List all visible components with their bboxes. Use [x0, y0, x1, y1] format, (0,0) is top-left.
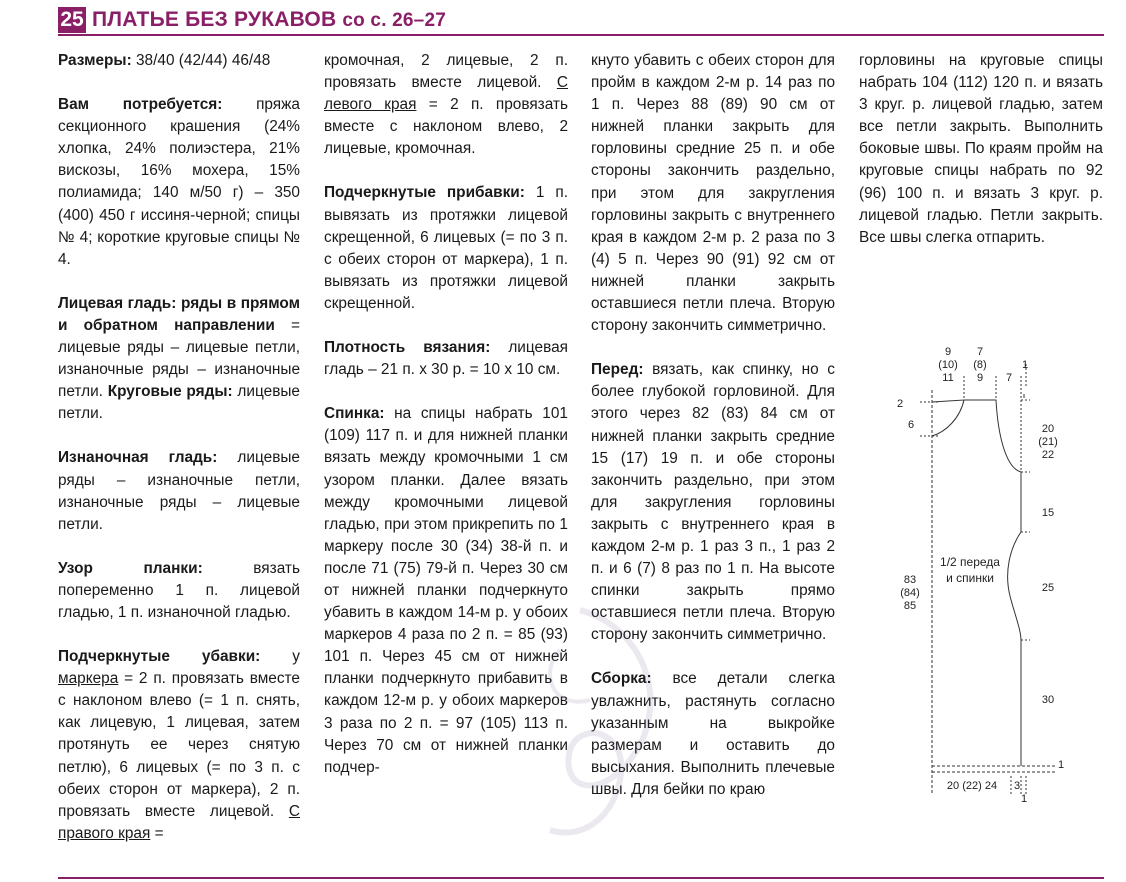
dim-left-2: 2: [896, 398, 904, 410]
dim-right-15: 15: [1041, 507, 1055, 519]
page-reference: со с. 26–27: [342, 10, 446, 31]
dim-top-9: 9: [944, 346, 952, 358]
pattern-number: 25: [58, 7, 86, 33]
pattern-title: ПЛАТЬЕ БЕЗ РУКАВОВ со с. 26–27: [92, 8, 446, 31]
dim-bottom-3: 3: [1013, 780, 1021, 792]
dim-top-10: (10): [938, 359, 958, 371]
dim-right-21: (21): [1038, 436, 1058, 448]
page-header: [58, 6, 446, 34]
text-column-4: горловины на круговые спицы набрать 104 (112) 120 п. и вязать 3 круг. р. лицевой гладью, затем все петли закрыть. Выполнить боковые швы. По краям пройм на круговые спицы набрать по 92 (96) 100 п. и вязать 3 круг. р. лицевой гладью. Петли закрыть. Все швы слегка отпарить.: [859, 52, 1103, 246]
dim-right-1: 1: [1057, 759, 1065, 771]
dim-bottom-width: 20 (22) 24: [946, 780, 998, 792]
text-column-1: Размеры: 38/40 (42/44) 46/48 Вам потребуется: пряжа секционного крашения (24% хлопка, 24% полиэстера, 21% вискозы, 16% мохера, 15% полиамида; 140 м/50 г) – 350 (400) 450 г иссиня-черной; спицы № 4; короткие круговые спицы № 4. Лицевая гладь: ряды в прямом и обратном направлении = лицевые ряды – лицевые петли, изнаночные ряды – изнаночные петли. Круговые ряды: лицевые петли. Изнаночная гладь: лицевые ряды – изнаночные петли, изнаночные ряды – лицевые петли. Узор планки: вязать попеременно 1 п. лицевой гладью, 1 п. изнаночной гладью. Подчеркнутые убавки: у маркера = 2 п. провязать вместе с наклоном влево (= 1 п. снять, как лицевую, 1 лицевая, затем протянуть ее через снятую петлю), 6 лицевых (= по 3 п. с обеих сторон от маркера), 2 п. провязать вместе лицевой. С правого края =: [58, 52, 300, 842]
dim-left-84: (84): [900, 587, 920, 599]
header-divider: [58, 34, 1104, 36]
dim-right-22: 22: [1041, 449, 1055, 461]
dim-top-11: 11: [942, 372, 954, 384]
watermark-swirl-icon: [520, 590, 720, 860]
dim-top-9b: 9: [976, 372, 984, 384]
pattern-schematic: [880, 340, 1080, 810]
dim-top-8: (8): [973, 359, 987, 371]
dim-top-7a: 7: [976, 346, 984, 358]
text-column-3: кнуто убавить с обеих сторон для пройм в каждом 2-м р. 14 раз по 1 п. Через 88 (89) 90 см от нижней планки закрыть для горловины средние 25 п. и обе стороны закончить раздельно, при этом для закругления горловины закрыть с внутреннего края в каждом 2-м р. 2 раза по 3 (4) 5 п. Через 90 (91) 92 см от нижней планки закрыть оставшиеся петли плеча. Вторую сторону закончить симметрично. Перед: вязать, как спинку, но с более глубокой горловиной. Для этого через 82 (83) 84 см от нижней планки закрыть средние 15 (17) 19 п. и обе стороны закончить раздельно, при этом для закругления горловины закрыть с внутреннего края в каждом 2-м р. 1 раз 3 п., 1 раз 2 п. и 6 (7) 8 раз по 1 п. На высоте спинки закрыть прямо оставшиеся петли плеча. Вторую сторону закончить симметрично. Сборка: все детали слегка увлажнить, растянуть согласно указанным на выкройке размерам и оставить до высыхания. Выполнить плечевые швы. Для бейки по краю: [591, 52, 835, 798]
dim-right-25: 25: [1041, 582, 1055, 594]
diagram-label-line2: и спинки: [946, 571, 994, 585]
text-column-2: кромочная, 2 лицевые, 2 п. провязать вместе лицевой. С левого края = 2 п. провязать вместе с наклоном влево, 2 лицевые, кромочная. Подчеркнутые прибавки: 1 п. вывязать из протяжки лицевой скрещенной, 6 лицевых (= по 3 п. с обеих сторон от маркера), 1 п. вывязать из протяжки лицевой скрещенной. Плотность вязания: лицевая гладь – 21 п. х 30 р. = 10 х 10 см. Спинка: на спицы набрать 101 (109) 117 п. и для нижней планки вязать между кромочными 1 см узором планки. Далее вязать между кромочными лицевой гладью, при этом прикрепить по 1 маркеру после 30 (34) 38-й п. и после 71 (75) 79-й п. Через 30 см от нижней планки подчеркнуто убавить в каждом 14-м р. у обоих маркеров 4 раза по 2 п. = 85 (93) 101 п. Через 45 см от нижней планки подчеркнуто прибавить в каждом 12-м р. у обоих маркеров 3 раза по 2 п. = 97 (105) 113 п. Через 70 см от нижней планки подчер-: [324, 52, 569, 776]
footer-divider: [58, 877, 1104, 879]
diagram-label-line1: 1/2 переда: [940, 555, 1000, 569]
dim-top-1: 1: [1021, 359, 1029, 371]
dim-left-85: 85: [903, 600, 917, 612]
dim-bottom-1: 1: [1020, 793, 1028, 805]
dim-top-7b: 7: [1005, 372, 1013, 384]
dim-right-20: 20: [1041, 423, 1055, 435]
dim-right-30: 30: [1041, 694, 1055, 706]
dim-left-83: 83: [903, 574, 917, 586]
dim-left-6: 6: [907, 419, 915, 431]
